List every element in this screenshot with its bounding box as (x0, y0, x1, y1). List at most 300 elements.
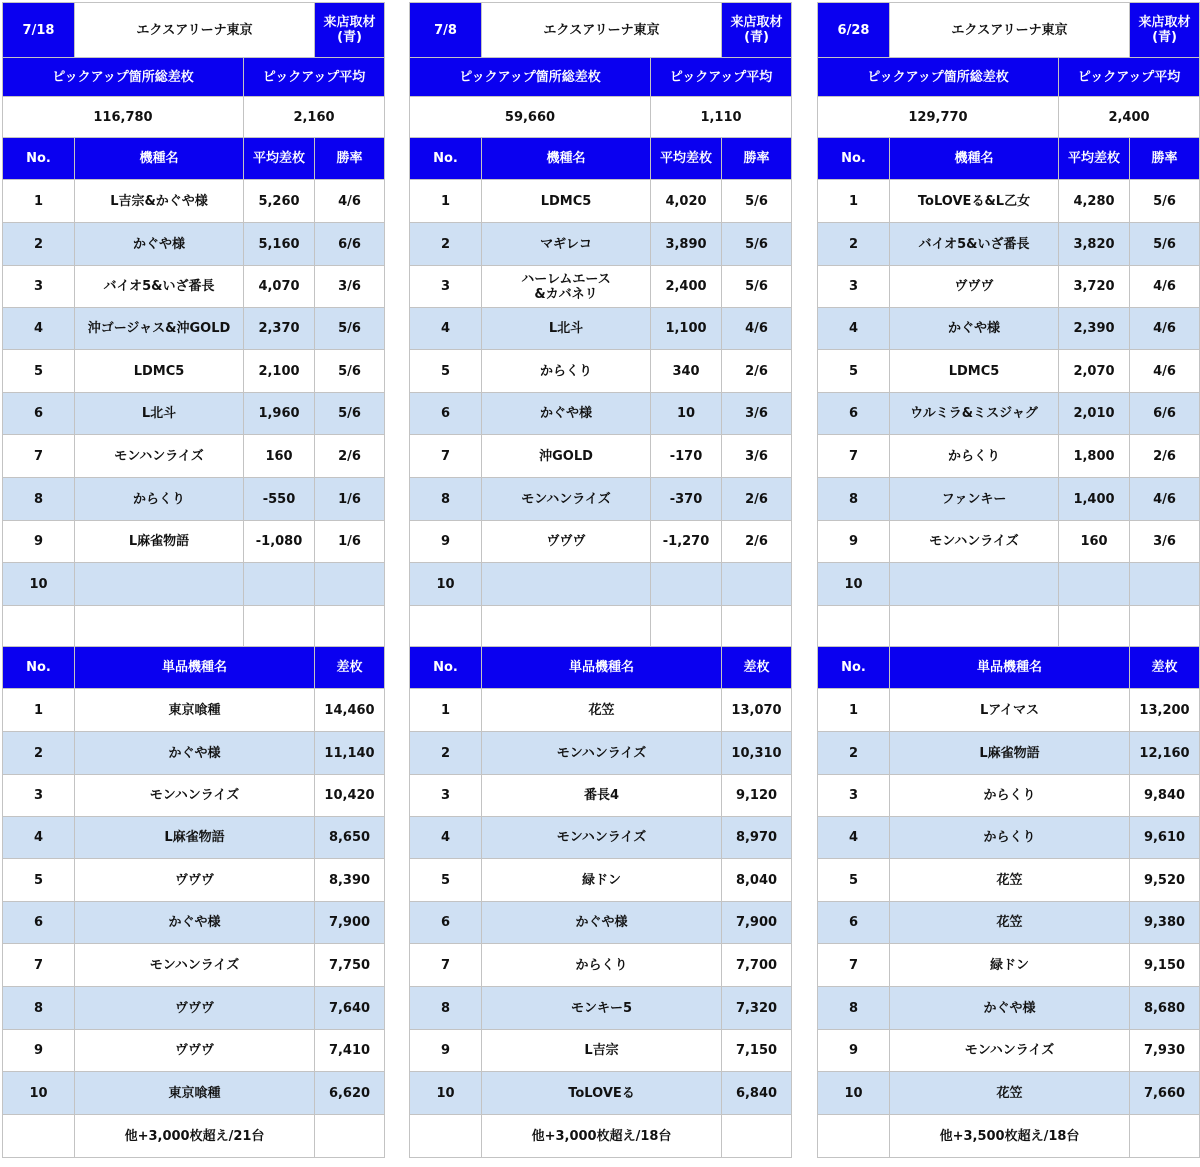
model-name: LDMC5 (482, 180, 650, 222)
footer-blank-cell (410, 1115, 481, 1157)
single-model-name: 緑ドン (890, 944, 1129, 986)
single-diff: 9,610 (1130, 817, 1199, 858)
single-row (3, 1072, 384, 1114)
single-no: 8 (818, 987, 889, 1029)
single-model-name: モンハンライズ (890, 1030, 1129, 1071)
pickup-avg-label: ピックアップ平均 (651, 58, 791, 96)
store-name: エクスアリーナ東京 (482, 3, 721, 57)
spacer-row (410, 606, 791, 646)
model-win-rate: 5/6 (1130, 223, 1199, 265)
single-diff: 8,970 (722, 817, 791, 858)
single-no: 1 (410, 689, 481, 731)
model-header-row (410, 138, 791, 179)
single-model-name: からくり (890, 775, 1129, 816)
single-model-name: 花笠 (890, 1072, 1129, 1114)
model-no: 6 (818, 393, 889, 434)
model-avg-diff: 1,100 (651, 308, 721, 349)
model-avg-diff: -1,080 (244, 521, 314, 562)
model-row (410, 266, 791, 307)
report-table (817, 2, 1200, 1158)
pickup-avg-label: ピックアップ平均 (1059, 58, 1199, 96)
single-row (818, 689, 1199, 731)
model-avg-diff: 4,280 (1059, 180, 1129, 222)
single-diff: 10,420 (315, 775, 384, 816)
single-model-name: 花笠 (890, 859, 1129, 901)
title-row (3, 3, 384, 57)
model-no: 8 (410, 478, 481, 520)
no-header: No. (818, 138, 889, 179)
model-name (75, 563, 243, 605)
model-name: LDMC5 (890, 350, 1058, 392)
spacer-row (818, 606, 1199, 646)
single-row (410, 1030, 791, 1071)
single-diff: 7,900 (722, 902, 791, 943)
model-win-rate: 4/6 (1130, 350, 1199, 392)
no-header: No. (818, 647, 889, 688)
model-avg-diff (1059, 563, 1129, 605)
model-row (3, 350, 384, 392)
title-row (818, 3, 1199, 57)
visit-badge: 来店取材 (青) (1130, 3, 1199, 57)
model-row (3, 563, 384, 605)
single-model-name: 花笠 (482, 689, 721, 731)
single-model-name: ヴヴヴ (75, 859, 314, 901)
model-row (3, 478, 384, 520)
model-avg-diff: 10 (651, 393, 721, 434)
diff-header: 差枚 (1130, 647, 1199, 688)
single-diff: 13,070 (722, 689, 791, 731)
no-header: No. (410, 138, 481, 179)
single-model-name: ヴヴヴ (75, 987, 314, 1029)
model-avg-diff: 2,370 (244, 308, 314, 349)
single-model-name: モンキー5 (482, 987, 721, 1029)
single-diff: 8,390 (315, 859, 384, 901)
model-win-rate: 5/6 (722, 266, 791, 307)
model-name: モンハンライズ (75, 435, 243, 477)
single-row (410, 775, 791, 816)
pickup-value-row (818, 97, 1199, 137)
single-model-name: モンハンライズ (482, 817, 721, 858)
model-avg-diff: 160 (244, 435, 314, 477)
date-label: 7/8 (410, 3, 481, 57)
single-diff: 8,680 (1130, 987, 1199, 1029)
visit-badge: 来店取材 (青) (315, 3, 384, 57)
footer-note: 他+3,500枚超え/18台 (890, 1115, 1129, 1157)
single-row (3, 817, 384, 858)
model-avg-diff: -170 (651, 435, 721, 477)
model-no: 5 (410, 350, 481, 392)
model-avg-diff: 160 (1059, 521, 1129, 562)
model-name (890, 563, 1058, 605)
model-row (3, 180, 384, 222)
single-row (410, 987, 791, 1029)
pickup-header-row (818, 58, 1199, 96)
single-row (3, 859, 384, 901)
model-no: 10 (410, 563, 481, 605)
footer-row (3, 1115, 384, 1157)
pickup-header-row (410, 58, 791, 96)
model-row (818, 350, 1199, 392)
model-win-rate: 2/6 (722, 478, 791, 520)
footer-row (818, 1115, 1199, 1157)
single-no: 2 (3, 732, 74, 774)
model-name: マギレコ (482, 223, 650, 265)
model-win-rate: 2/6 (722, 521, 791, 562)
single-no: 7 (410, 944, 481, 986)
single-no: 4 (3, 817, 74, 858)
model-row (818, 266, 1199, 307)
single-no: 7 (818, 944, 889, 986)
model-avg-diff (244, 563, 314, 605)
model-name: からくり (890, 435, 1058, 477)
model-name: かぐや様 (890, 308, 1058, 349)
single-row (3, 987, 384, 1029)
model-row (410, 393, 791, 434)
model-avg-diff: 4,070 (244, 266, 314, 307)
model-no: 10 (3, 563, 74, 605)
single-row (3, 732, 384, 774)
model-no: 5 (3, 350, 74, 392)
single-no: 1 (3, 689, 74, 731)
footer-blank-cell (1130, 1115, 1199, 1157)
single-model-name: かぐや様 (890, 987, 1129, 1029)
single-diff: 7,150 (722, 1030, 791, 1071)
single-diff: 7,900 (315, 902, 384, 943)
pickup-total-value: 59,660 (410, 97, 650, 137)
spacer-cell (651, 606, 721, 646)
model-name: 沖GOLD (482, 435, 650, 477)
single-no: 10 (3, 1072, 74, 1114)
single-model-name: 花笠 (890, 902, 1129, 943)
single-model-name: からくり (482, 944, 721, 986)
model-win-rate: 6/6 (315, 223, 384, 265)
model-row (3, 393, 384, 434)
model-no: 1 (410, 180, 481, 222)
win-rate-header: 勝率 (315, 138, 384, 179)
model-name-header: 機種名 (75, 138, 243, 179)
pickup-value-row (3, 97, 384, 137)
model-row (818, 393, 1199, 434)
single-row (818, 1072, 1199, 1114)
spacer-cell (890, 606, 1058, 646)
model-no: 4 (3, 308, 74, 349)
model-avg-diff: 3,890 (651, 223, 721, 265)
footer-blank-cell (315, 1115, 384, 1157)
pickup-total-value: 129,770 (818, 97, 1058, 137)
model-header-row (3, 138, 384, 179)
single-no: 6 (410, 902, 481, 943)
single-row (410, 902, 791, 943)
single-row (410, 944, 791, 986)
model-row (410, 350, 791, 392)
model-win-rate: 1/6 (315, 478, 384, 520)
single-row (3, 902, 384, 943)
footer-note: 他+3,000枚超え/21台 (75, 1115, 314, 1157)
single-diff: 7,700 (722, 944, 791, 986)
model-win-rate: 5/6 (315, 308, 384, 349)
diff-header: 差枚 (315, 647, 384, 688)
single-diff: 7,660 (1130, 1072, 1199, 1114)
avg-diff-header: 平均差枚 (1059, 138, 1129, 179)
single-no: 9 (818, 1030, 889, 1071)
model-no: 4 (818, 308, 889, 349)
pickup-value-row (410, 97, 791, 137)
model-no: 2 (3, 223, 74, 265)
store-name: エクスアリーナ東京 (75, 3, 314, 57)
single-row (818, 944, 1199, 986)
model-win-rate (315, 563, 384, 605)
single-row (3, 775, 384, 816)
no-header: No. (410, 647, 481, 688)
model-name: ウルミラ&ミスジャグ (890, 393, 1058, 434)
single-diff: 7,410 (315, 1030, 384, 1071)
model-avg-diff: -1,270 (651, 521, 721, 562)
single-header-row (818, 647, 1199, 688)
single-no: 6 (3, 902, 74, 943)
model-win-rate (1130, 563, 1199, 605)
model-win-rate: 6/6 (1130, 393, 1199, 434)
spacer-cell (722, 606, 791, 646)
model-avg-diff: -550 (244, 478, 314, 520)
single-row (818, 732, 1199, 774)
single-diff: 6,620 (315, 1072, 384, 1114)
model-row (818, 435, 1199, 477)
model-name: L北斗 (75, 393, 243, 434)
footer-blank-cell (722, 1115, 791, 1157)
single-row (818, 902, 1199, 943)
single-model-name: モンハンライズ (75, 775, 314, 816)
single-diff: 7,640 (315, 987, 384, 1029)
model-no: 9 (818, 521, 889, 562)
model-win-rate: 4/6 (1130, 478, 1199, 520)
single-row (3, 1030, 384, 1071)
single-diff: 9,840 (1130, 775, 1199, 816)
single-row (3, 689, 384, 731)
single-model-name-header: 単品機種名 (890, 647, 1129, 688)
single-row (410, 732, 791, 774)
no-header: No. (3, 647, 74, 688)
model-win-rate: 3/6 (315, 266, 384, 307)
single-no: 8 (3, 987, 74, 1029)
single-row (818, 817, 1199, 858)
model-no: 1 (818, 180, 889, 222)
single-diff: 9,120 (722, 775, 791, 816)
single-row (410, 1072, 791, 1114)
model-no: 9 (410, 521, 481, 562)
model-win-rate: 3/6 (1130, 521, 1199, 562)
model-row (818, 180, 1199, 222)
single-diff: 12,160 (1130, 732, 1199, 774)
avg-diff-header: 平均差枚 (244, 138, 314, 179)
single-header-row (410, 647, 791, 688)
spacer-row (3, 606, 384, 646)
pickup-avg-label: ピックアップ平均 (244, 58, 384, 96)
report-table (2, 2, 385, 1158)
model-row (3, 308, 384, 349)
single-row (818, 1030, 1199, 1071)
model-win-rate: 5/6 (722, 223, 791, 265)
model-name: L吉宗&かぐや様 (75, 180, 243, 222)
spacer-cell (3, 606, 74, 646)
model-no: 8 (818, 478, 889, 520)
single-model-name: L麻雀物語 (890, 732, 1129, 774)
diff-header: 差枚 (722, 647, 791, 688)
single-no: 10 (818, 1072, 889, 1114)
single-model-name-header: 単品機種名 (482, 647, 721, 688)
model-row (3, 223, 384, 265)
single-no: 9 (3, 1030, 74, 1071)
model-no: 3 (410, 266, 481, 307)
single-diff: 9,520 (1130, 859, 1199, 901)
single-row (818, 987, 1199, 1029)
model-win-rate: 5/6 (315, 350, 384, 392)
footer-row (410, 1115, 791, 1157)
win-rate-header: 勝率 (722, 138, 791, 179)
single-model-name: 番長4 (482, 775, 721, 816)
model-row (410, 478, 791, 520)
model-win-rate: 4/6 (1130, 308, 1199, 349)
single-model-name: ToLOVEる (482, 1072, 721, 1114)
model-no: 6 (3, 393, 74, 434)
single-no: 6 (818, 902, 889, 943)
model-win-rate: 5/6 (1130, 180, 1199, 222)
single-diff: 13,200 (1130, 689, 1199, 731)
model-name: ファンキー (890, 478, 1058, 520)
pickup-avg-value: 1,110 (651, 97, 791, 137)
model-name: ToLOVEる&L乙女 (890, 180, 1058, 222)
single-model-name: ヴヴヴ (75, 1030, 314, 1071)
model-no: 8 (3, 478, 74, 520)
model-no: 2 (818, 223, 889, 265)
single-diff: 9,380 (1130, 902, 1199, 943)
model-avg-diff: 1,800 (1059, 435, 1129, 477)
model-win-rate: 2/6 (1130, 435, 1199, 477)
model-win-rate: 4/6 (1130, 266, 1199, 307)
model-win-rate: 3/6 (722, 393, 791, 434)
model-name: モンハンライズ (482, 478, 650, 520)
model-name: モンハンライズ (890, 521, 1058, 562)
model-row (410, 435, 791, 477)
model-row (818, 308, 1199, 349)
model-name: 沖ゴージャス&沖GOLD (75, 308, 243, 349)
model-name: ヴヴヴ (890, 266, 1058, 307)
single-diff: 10,310 (722, 732, 791, 774)
single-model-name: 東京喰種 (75, 1072, 314, 1114)
model-avg-diff: 5,160 (244, 223, 314, 265)
spacer-cell (482, 606, 650, 646)
single-model-name: Lアイマス (890, 689, 1129, 731)
spacer-cell (244, 606, 314, 646)
single-diff: 9,150 (1130, 944, 1199, 986)
visit-badge: 来店取材 (青) (722, 3, 791, 57)
model-win-rate: 1/6 (315, 521, 384, 562)
single-diff: 11,140 (315, 732, 384, 774)
model-name: ヴヴヴ (482, 521, 650, 562)
single-model-name: 緑ドン (482, 859, 721, 901)
report-panel-3 (817, 2, 1199, 1158)
model-win-rate: 2/6 (315, 435, 384, 477)
model-avg-diff: 3,720 (1059, 266, 1129, 307)
single-model-name: L麻雀物語 (75, 817, 314, 858)
footer-note: 他+3,000枚超え/18台 (482, 1115, 721, 1157)
model-no: 7 (818, 435, 889, 477)
model-avg-diff: 1,960 (244, 393, 314, 434)
single-diff: 14,460 (315, 689, 384, 731)
model-win-rate: 4/6 (315, 180, 384, 222)
model-no: 9 (3, 521, 74, 562)
model-avg-diff: 5,260 (244, 180, 314, 222)
model-avg-diff: 1,400 (1059, 478, 1129, 520)
single-diff: 7,320 (722, 987, 791, 1029)
pickup-avg-value: 2,400 (1059, 97, 1199, 137)
pickup-total-label: ピックアップ箇所総差枚 (410, 58, 650, 96)
single-diff: 6,840 (722, 1072, 791, 1114)
model-win-rate: 3/6 (722, 435, 791, 477)
single-model-name: からくり (890, 817, 1129, 858)
report-table (409, 2, 792, 1158)
single-model-name: かぐや様 (482, 902, 721, 943)
footer-blank-cell (818, 1115, 889, 1157)
model-row (410, 308, 791, 349)
spacer-cell (1059, 606, 1129, 646)
single-diff: 8,650 (315, 817, 384, 858)
pickup-total-value: 116,780 (3, 97, 243, 137)
model-win-rate: 5/6 (722, 180, 791, 222)
single-model-name: かぐや様 (75, 902, 314, 943)
pickup-total-label: ピックアップ箇所総差枚 (818, 58, 1058, 96)
model-avg-diff: 340 (651, 350, 721, 392)
model-name: かぐや様 (75, 223, 243, 265)
model-row (410, 563, 791, 605)
single-model-name: 東京喰種 (75, 689, 314, 731)
model-no: 7 (410, 435, 481, 477)
model-avg-diff: 2,070 (1059, 350, 1129, 392)
model-avg-diff: -370 (651, 478, 721, 520)
model-name: からくり (482, 350, 650, 392)
model-no: 6 (410, 393, 481, 434)
single-no: 5 (818, 859, 889, 901)
title-row (410, 3, 791, 57)
spacer-cell (410, 606, 481, 646)
single-no: 1 (818, 689, 889, 731)
report-panel-2 (409, 2, 791, 1158)
single-no: 4 (410, 817, 481, 858)
model-row (818, 563, 1199, 605)
date-label: 7/18 (3, 3, 74, 57)
spacer-cell (1130, 606, 1199, 646)
single-no: 2 (410, 732, 481, 774)
model-row (410, 223, 791, 265)
model-name: ハーレムエース &カバネリ (482, 266, 650, 307)
single-row (410, 859, 791, 901)
model-row (410, 521, 791, 562)
date-label: 6/28 (818, 3, 889, 57)
model-row (3, 521, 384, 562)
single-no: 7 (3, 944, 74, 986)
single-header-row (3, 647, 384, 688)
model-win-rate: 4/6 (722, 308, 791, 349)
model-no: 4 (410, 308, 481, 349)
model-avg-diff: 3,820 (1059, 223, 1129, 265)
model-avg-diff: 2,390 (1059, 308, 1129, 349)
model-name: からくり (75, 478, 243, 520)
model-avg-diff: 2,100 (244, 350, 314, 392)
model-name: L麻雀物語 (75, 521, 243, 562)
single-model-name: モンハンライズ (482, 732, 721, 774)
report-panel-1 (2, 2, 384, 1158)
store-name: エクスアリーナ東京 (890, 3, 1129, 57)
single-no: 9 (410, 1030, 481, 1071)
